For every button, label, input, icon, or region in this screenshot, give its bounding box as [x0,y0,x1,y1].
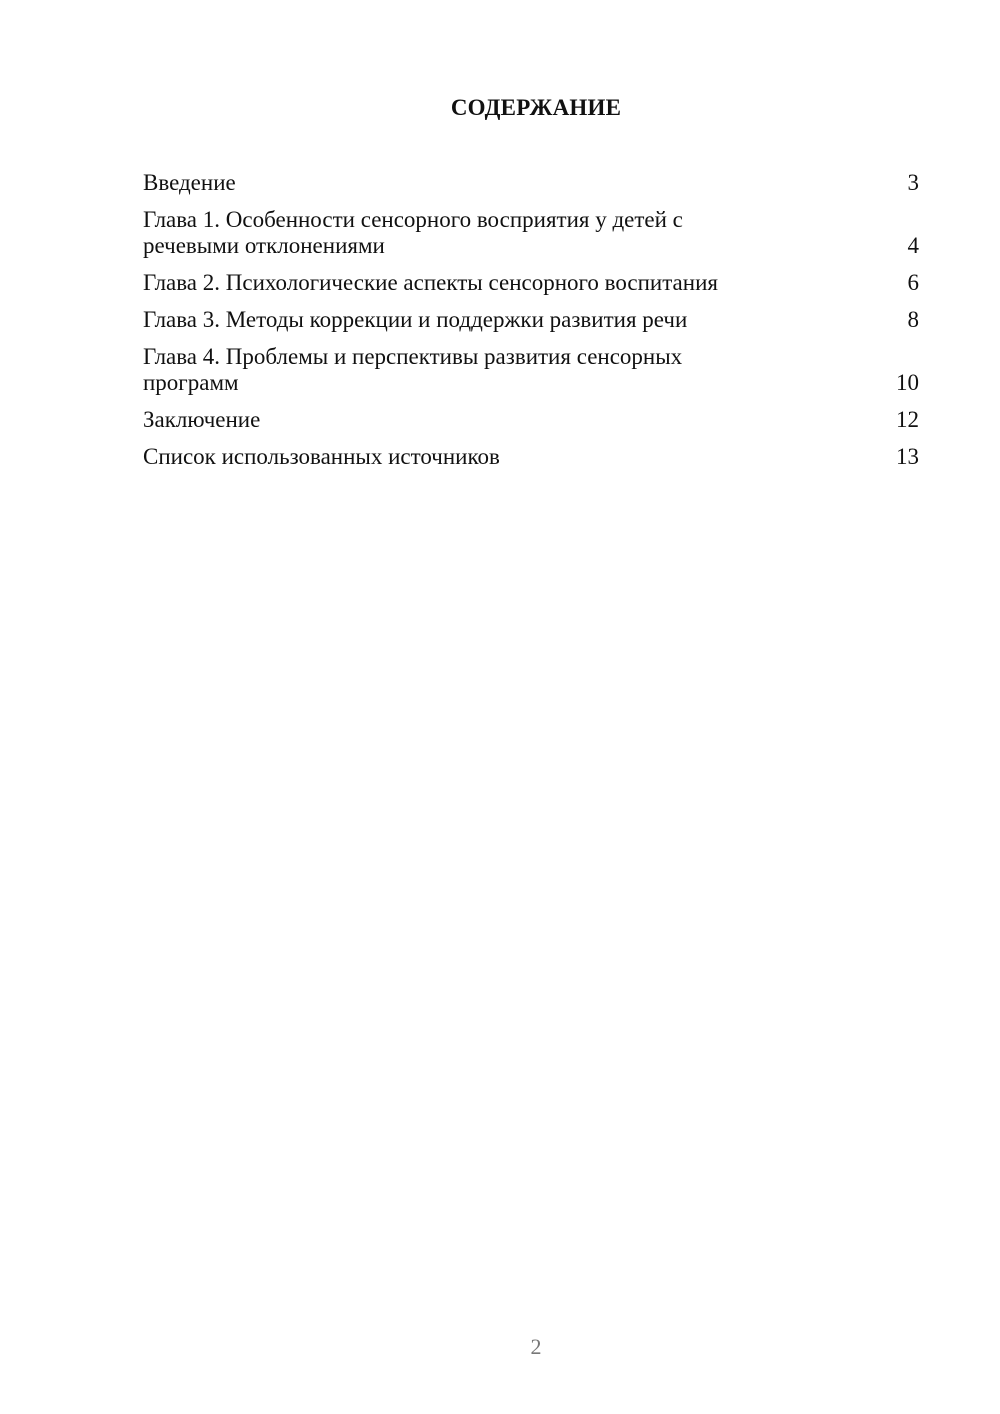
table-of-contents [143,170,919,481]
toc-entry-page: 10 [896,370,919,395]
toc-entry-conclusion [143,407,919,433]
toc-entry-chapter-3 [143,307,919,333]
toc-entry-chapter-4 [143,344,919,396]
toc-entry-title: Глава 4. Проблемы и перспективы развития сенсорных программ [143,344,683,395]
toc-entry-title: Глава 1. Особенности сенсорного восприятия у детей с речевыми отклонениями [143,207,683,258]
toc-entry-chapter-2 [143,270,919,296]
toc-entry-title: Глава 3. Методы коррекции и поддержки развития речи [143,307,688,332]
toc-entry-page: 13 [896,444,919,469]
toc-entry-introduction [143,170,919,196]
toc-entry-page: 12 [896,407,919,432]
page-title: СОДЕРЖАНИЕ [450,95,622,120]
toc-entry-references [143,444,919,470]
toc-entry-page: 6 [907,270,919,295]
toc-entry-title: Заключение [143,407,261,432]
toc-entry-title: Глава 2. Психологические аспекты сенсорного воспитания [143,270,718,295]
toc-entry-page: 8 [907,307,919,332]
toc-entry-title: Введение [143,170,236,195]
toc-entry-title: Список использованных источников [143,444,500,469]
toc-entry-chapter-1 [143,207,919,259]
toc-entry-page: 4 [907,233,919,258]
toc-entry-page: 3 [907,170,919,195]
page-number: 2 [530,1334,542,1359]
